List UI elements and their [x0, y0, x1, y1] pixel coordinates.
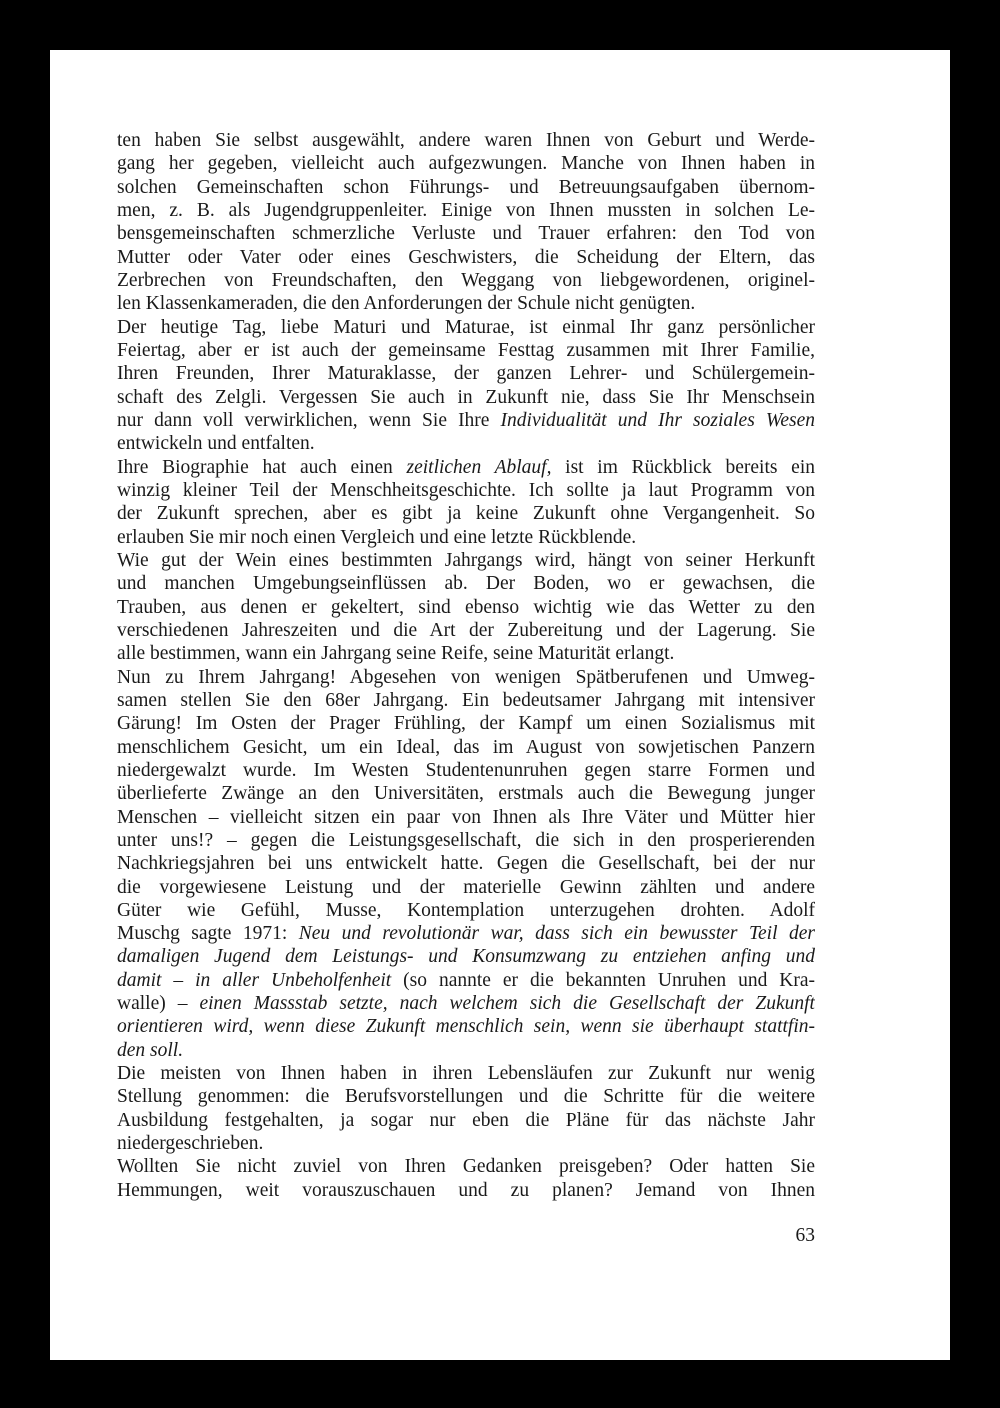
- text-line: [117, 1109, 815, 1132]
- text-run: Wie gut der Wein eines bestimmten Jahrgangs wird, hängt von seiner Herkunft: [117, 549, 815, 571]
- text-line: [117, 362, 815, 385]
- text-line: [117, 736, 815, 759]
- text-run: Zerbrechen von Freundschaften, den Weggang von liebgewordenen, originel-: [117, 269, 815, 291]
- text-line: [117, 1039, 815, 1062]
- text-run: Wollten Sie nicht zuviel von Ihren Gedanken preisgeben? Oder hatten Sie: [117, 1156, 815, 1178]
- text-line: [117, 246, 815, 269]
- text-line: [117, 456, 815, 479]
- text-run: verschiedenen Jahreszeiten und die Art der Zubereitung und der Lagerung. Sie: [117, 619, 815, 641]
- text-line: [117, 526, 815, 549]
- text-line: [117, 619, 815, 642]
- text-run: menschlichem Gesicht, um ein Ideal, das im August von sowjetischen Panzern: [117, 736, 815, 758]
- text-line: [117, 386, 815, 409]
- text-line: [117, 1179, 815, 1202]
- text-run: Gärung! Im Osten der Prager Frühling, der Kampf um einen Sozialismus mit: [117, 713, 815, 735]
- text-run: winzig kleiner Teil der Menschheitsgeschichte. Ich sollte ja laut Programm von: [117, 479, 815, 501]
- text-run: len Klassenkameraden, die den Anforderungen der Schule nicht genügten.: [117, 293, 696, 315]
- text-run: nur dann voll verwirklichen, wenn Sie Ihre: [117, 409, 501, 431]
- text-line: [117, 829, 815, 852]
- text-run: samen stellen Sie den 68er Jahrgang. Ein bedeutsamer Jahrgang mit intensiver: [117, 689, 815, 711]
- text-line: [117, 409, 815, 432]
- text-run: walle) –: [117, 993, 200, 1015]
- text-line: [117, 899, 815, 922]
- text-line: [117, 969, 815, 992]
- text-run: erlauben Sie mir noch einen Vergleich und eine letzte Rückblende.: [117, 526, 637, 548]
- text-line: [117, 992, 815, 1015]
- text-run: bensgemeinschaften schmerzliche Verluste und Trauer erfahren: den Tod von: [117, 223, 815, 245]
- text-line: [117, 642, 815, 665]
- italic-text: Individualität und Ihr soziales Wesen: [500, 409, 815, 431]
- text-line: [117, 759, 815, 782]
- italic-text: zeitlichen Ablauf,: [406, 456, 552, 478]
- text-line: [117, 876, 815, 899]
- text-line: [117, 712, 815, 735]
- italic-text: damaligen Jugend dem Leistungs- und Konsumzwang zu entziehen anfing und: [117, 946, 815, 968]
- text-run: Stellung genommen: die Berufsvorstellungen und die Schritte für die weitere: [117, 1086, 815, 1108]
- text-run: Güter wie Gefühl, Musse, Kontemplation unterzugehen drohten. Adolf: [117, 899, 815, 921]
- text-run: Trauben, aus denen er gekeltert, sind ebenso wichtig wie das Wetter zu den: [117, 596, 815, 618]
- text-run: und manchen Umgebungseinflüssen ab. Der Boden, wo er gewachsen, die: [117, 573, 815, 595]
- text-run: alle bestimmen, wann ein Jahrgang seine Reife, seine Maturität erlangt.: [117, 643, 675, 665]
- text-run: Ihren Freunden, Ihrer Maturaklasse, der ganzen Lehrer- und Schülergemein-: [117, 363, 815, 385]
- text-run: (so nannte er die bekannten Unruhen und Kra-: [391, 969, 815, 991]
- text-line: [117, 596, 815, 619]
- text-run: der Zukunft sprechen, aber es gibt ja keine Zukunft ohne Vergangenheit. So: [117, 503, 815, 525]
- text-line: [117, 479, 815, 502]
- document-page: [50, 50, 950, 1360]
- text-line: [117, 1132, 815, 1155]
- text-line: [117, 1085, 815, 1108]
- text-line: [117, 922, 815, 945]
- text-run: Der heutige Tag, liebe Maturi und Maturae, ist einmal Ihr ganz persönlicher: [117, 316, 815, 338]
- text-run: niedergeschrieben.: [117, 1133, 264, 1155]
- text-line: [117, 1015, 815, 1038]
- text-run: die vorgewiesene Leistung und der materielle Gewinn zählten und andere: [117, 876, 815, 898]
- text-line: [117, 806, 815, 829]
- text-line: [117, 502, 815, 525]
- text-line: [117, 129, 815, 152]
- text-run: Hemmungen, weit vorauszuschauen und zu planen? Jemand von Ihnen: [117, 1179, 815, 1201]
- text-line: [117, 152, 815, 175]
- text-run: Die meisten von Ihnen haben in ihren Lebensläufen zur Zukunft nur wenig: [117, 1063, 815, 1085]
- text-line: [117, 1155, 815, 1178]
- text-run: Ausbildung festgehalten, ja sogar nur eben die Pläne für das nächste Jahr: [117, 1109, 815, 1131]
- text-run: ten haben Sie selbst ausgewählt, andere waren Ihnen von Geburt und Werde-: [117, 130, 815, 151]
- text-run: entwickeln und entfalten.: [117, 433, 315, 455]
- text-line: [117, 549, 815, 572]
- text-run: solchen Gemeinschaften schon Führungs- und Betreuungsaufgaben übernom-: [117, 176, 815, 198]
- text-run: überlieferte Zwänge an den Universitäten, erstmals auch die Bewegung junger: [117, 783, 815, 805]
- text-line: [117, 339, 815, 362]
- text-run: gang her gegeben, vielleicht auch aufgezwungen. Manche von Ihnen haben in: [117, 153, 815, 175]
- text-line: [117, 432, 815, 455]
- text-run: ist im Rückblick bereits ein: [551, 456, 815, 478]
- text-line: [117, 199, 815, 222]
- italic-text: orientieren wird, wenn diese Zukunft menschlich sein, wenn sie überhaupt stattfin-: [117, 1016, 815, 1038]
- text-line: [117, 292, 815, 315]
- text-run: Muschg sagte 1971:: [117, 923, 299, 945]
- text-line: [117, 222, 815, 245]
- text-run: Nachkriegsjahren bei uns entwickelt hatte. Gegen die Gesellschaft, bei der nur: [117, 853, 815, 875]
- text-run: schaft des Zelgli. Vergessen Sie auch in Zukunft nie, dass Sie Ihr Menschsein: [117, 386, 815, 408]
- text-run: niedergewalzt wurde. Im Westen Studentenunruhen gegen starre Formen und: [117, 759, 815, 781]
- text-run: Mutter oder Vater oder eines Geschwisters, die Scheidung der Eltern, das: [117, 246, 815, 268]
- text-line: [117, 689, 815, 712]
- text-line: [117, 316, 815, 339]
- italic-text: einen Massstab setzte, nach welchem sich die Gesellschaft der Zukunft: [199, 993, 815, 1015]
- text-run: Feiertag, aber er ist auch der gemeinsame Festtag zusammen mit Ihrer Familie,: [117, 339, 815, 361]
- page-number: 63: [795, 1225, 815, 1246]
- text-line: [117, 852, 815, 875]
- text-line: [117, 572, 815, 595]
- text-run: Menschen – vielleicht sitzen ein paar von Ihnen als Ihre Väter und Mütter hier: [117, 806, 815, 828]
- text-line: [117, 666, 815, 689]
- text-line: [117, 176, 815, 199]
- text-run: Ihre Biographie hat auch einen: [117, 456, 407, 478]
- italic-text: damit – in aller Unbeholfenheit: [117, 969, 392, 991]
- italic-text: den soll.: [117, 1039, 184, 1061]
- text-run: Nun zu Ihrem Jahrgang! Abgesehen von wenigen Spätberufenen und Umweg-: [117, 666, 815, 688]
- body-text: [117, 129, 815, 1202]
- italic-text: Neu und revolutionär war, dass sich ein bewusster Teil der: [298, 923, 815, 945]
- text-line: [117, 1062, 815, 1085]
- text-line: [117, 945, 815, 968]
- text-line: [117, 269, 815, 292]
- text-line: [117, 782, 815, 805]
- text-run: men, z. B. als Jugendgruppenleiter. Einige von Ihnen mussten in solchen Le-: [117, 199, 815, 221]
- text-run: unter uns!? – gegen die Leistungsgesellschaft, die sich in den prosperierenden: [117, 829, 815, 851]
